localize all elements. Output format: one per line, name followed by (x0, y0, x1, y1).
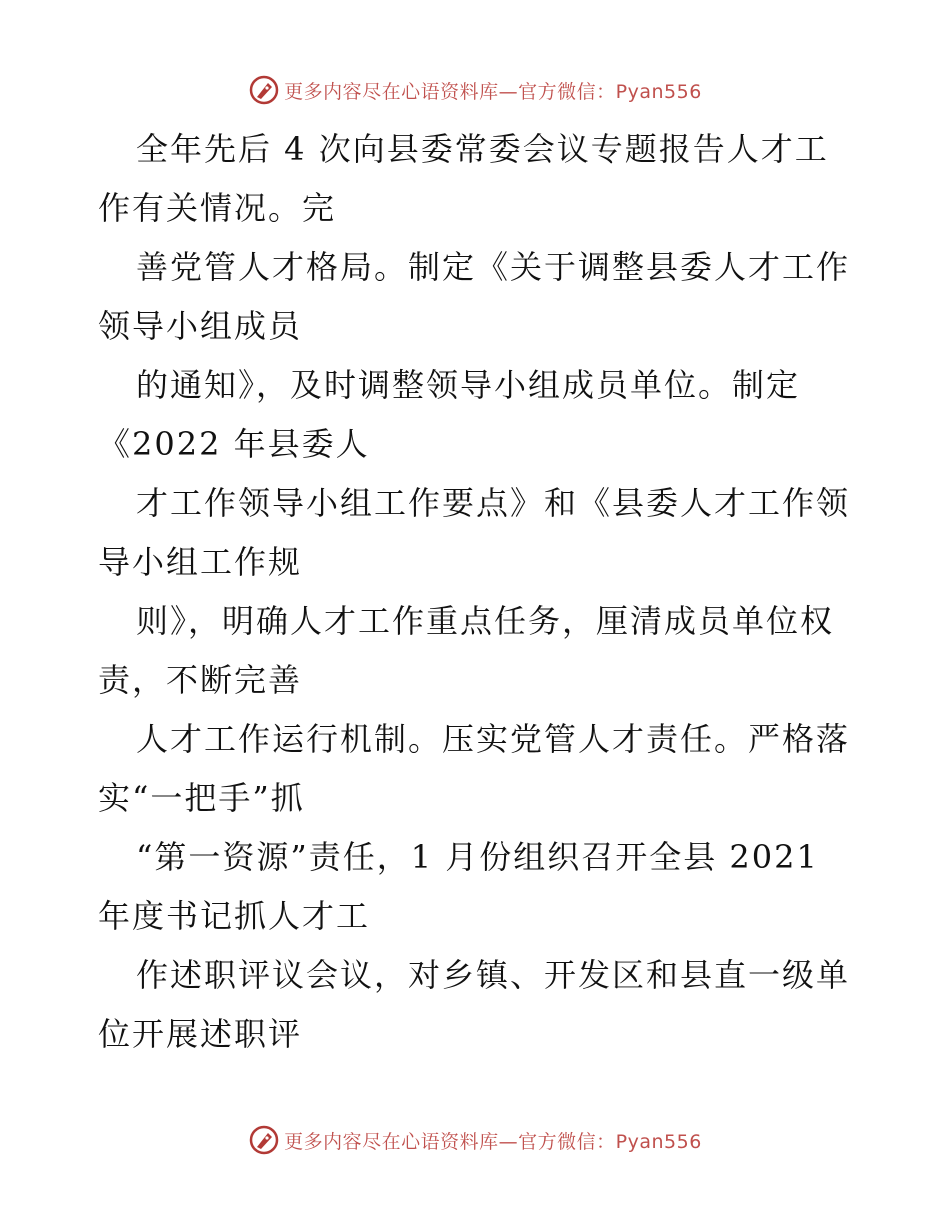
text-line: 人才工作运行机制。压实党管人才责任。严格落 (136, 720, 851, 758)
text-line: 则》，明确人才工作重点任务，厘清成员单位权 (136, 602, 835, 640)
text-line: 导小组工作规 (98, 543, 303, 581)
text-line: 善党管人才格局。制定《关于调整县委人才工作 (136, 248, 851, 286)
text-line: 作述职评议会议，对乡镇、开发区和县直一级单 (136, 956, 851, 994)
text-line: “第一资源”责任，1 月份组织召开全县 2021 (136, 838, 819, 876)
text-line: 《2022 年县委人 (98, 425, 370, 463)
text-line: 位开展述职评 (98, 1015, 303, 1053)
watermark-text: 更多内容尽在心语资料库—官方微信：Pyan556 (284, 80, 702, 103)
text-line: 全年先后 4 次向县委常委会议专题报告人才工 (136, 130, 829, 168)
footer-watermark (0, 1120, 950, 1160)
text-line: 责，不断完善 (98, 661, 303, 699)
text-line: 才工作领导小组工作要点》和《县委人才工作领 (136, 484, 851, 522)
pen-nib-logo-icon (248, 74, 280, 106)
text-line: 年度书记抓人才工 (98, 897, 371, 935)
header-watermark (0, 70, 950, 110)
watermark-text: 更多内容尽在心语资料库—官方微信：Pyan556 (284, 1130, 702, 1153)
text-line: 领导小组成员 (98, 307, 303, 345)
pen-nib-logo-icon (248, 1124, 280, 1156)
text-line: 的通知》，及时调整领导小组成员单位。制定 (136, 366, 801, 404)
document-body (98, 120, 878, 1064)
text-line: 实“一把手”抓 (98, 779, 305, 817)
text-line: 作有关情况。完 (98, 189, 337, 227)
